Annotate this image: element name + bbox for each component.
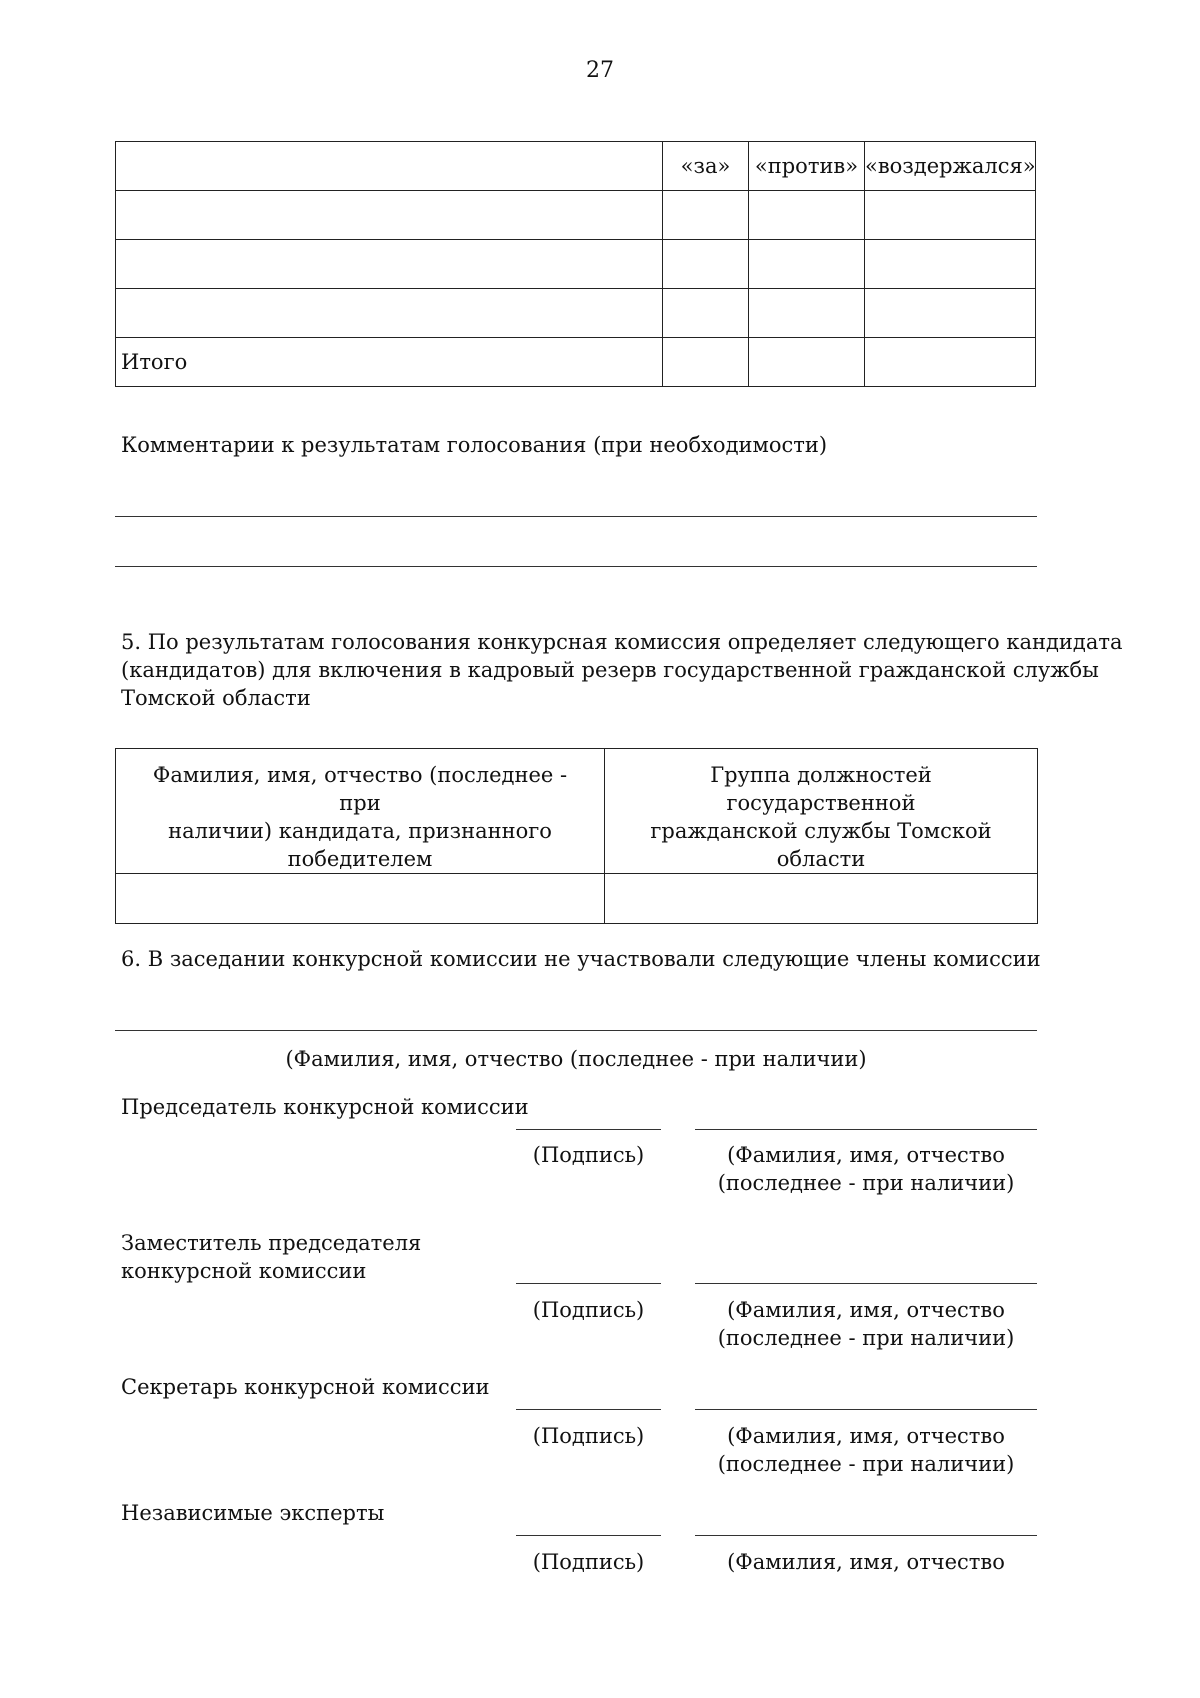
deputy-name-line [695,1283,1037,1284]
experts-signature-line [516,1535,661,1536]
table-cell [865,240,1036,289]
table-cell [663,338,749,387]
header-line: Группа должностей государственной [710,763,932,815]
header-cell [116,142,663,191]
absent-members-caption: (Фамилия, имя, отчество (последнее - при наличии) [285,1047,867,1071]
table-cell [865,289,1036,338]
signature-caption: (Подпись) [532,1143,645,1167]
position-group-header [605,749,1038,874]
absent-members-line [115,1030,1037,1031]
table-cell [749,289,865,338]
page-number: 27 [586,58,614,83]
deputy-label-line-1: Заместитель председателя [121,1231,422,1255]
header-cell-for: «за» [663,142,749,191]
chairman-label: Председатель конкурсной комиссии [121,1095,529,1119]
table-cell [865,338,1036,387]
table-cell [116,289,663,338]
secretary-signature-line [516,1409,661,1410]
table-cell [116,191,663,240]
table-cell [663,240,749,289]
header-line: наличии) кандидата, признанного [168,819,552,843]
name-caption-line-2: (последнее - при наличии) [717,1171,1015,1195]
total-label: Итого [116,338,663,387]
candidate-name-cell [116,874,605,924]
table-cell [749,240,865,289]
secretary-name-line [695,1409,1037,1410]
table-cell [663,289,749,338]
name-caption-line-1: (Фамилия, имя, отчество [727,1298,1005,1322]
section5-line-3: Томской области [121,686,311,710]
chairman-name-line [695,1129,1037,1130]
section5-line-1: 5. По результатам голосования конкурсная комиссия определяет следующего кандидата [121,630,1123,654]
name-caption-line-1: (Фамилия, имя, отчество [727,1550,1005,1574]
secretary-label: Секретарь конкурсной комиссии [121,1375,490,1399]
table-header-row [116,749,1038,874]
table-cell [749,191,865,240]
table-row [116,191,1036,240]
header-line: Фамилия, имя, отчество (последнее - при [152,763,568,815]
header-line: победителем [287,847,433,871]
table-header-row [116,142,1036,191]
table-cell [749,338,865,387]
candidate-name-header [116,749,605,874]
name-caption-line-1: (Фамилия, имя, отчество [727,1143,1005,1167]
name-caption-line-1: (Фамилия, имя, отчество [727,1424,1005,1448]
deputy-label-line-2: конкурсной комиссии [121,1259,367,1283]
table-cell [663,191,749,240]
experts-label: Независимые эксперты [121,1501,385,1525]
table-cell [116,240,663,289]
comments-label: Комментарии к результатам голосования (при необходимости) [121,433,828,457]
section5-line-2: (кандидатов) для включения в кадровый резерв государственной гражданской службы [121,658,1099,682]
header-cell-against: «против» [749,142,865,191]
table-row [116,874,1038,924]
header-cell-abstained: «воздержался» [865,142,1036,191]
signature-caption: (Подпись) [532,1298,645,1322]
comments-line-1 [115,516,1037,517]
table-cell [865,191,1036,240]
candidate-table [115,748,1038,924]
table-row [116,240,1036,289]
table-row-total [116,338,1036,387]
table-row [116,289,1036,338]
name-caption-line-2: (последнее - при наличии) [717,1326,1015,1350]
deputy-signature-line [516,1283,661,1284]
signature-caption: (Подпись) [532,1550,645,1574]
signature-caption: (Подпись) [532,1424,645,1448]
name-caption-line-2: (последнее - при наличии) [717,1452,1015,1476]
experts-name-line [695,1535,1037,1536]
voting-results-table [115,141,1036,387]
chairman-signature-line [516,1129,661,1130]
section6-text: 6. В заседании конкурсной комиссии не участвовали следующие члены комиссии [121,947,1041,971]
header-line: гражданской службы Томской области [650,819,992,871]
comments-line-2 [115,566,1037,567]
position-group-cell [605,874,1038,924]
